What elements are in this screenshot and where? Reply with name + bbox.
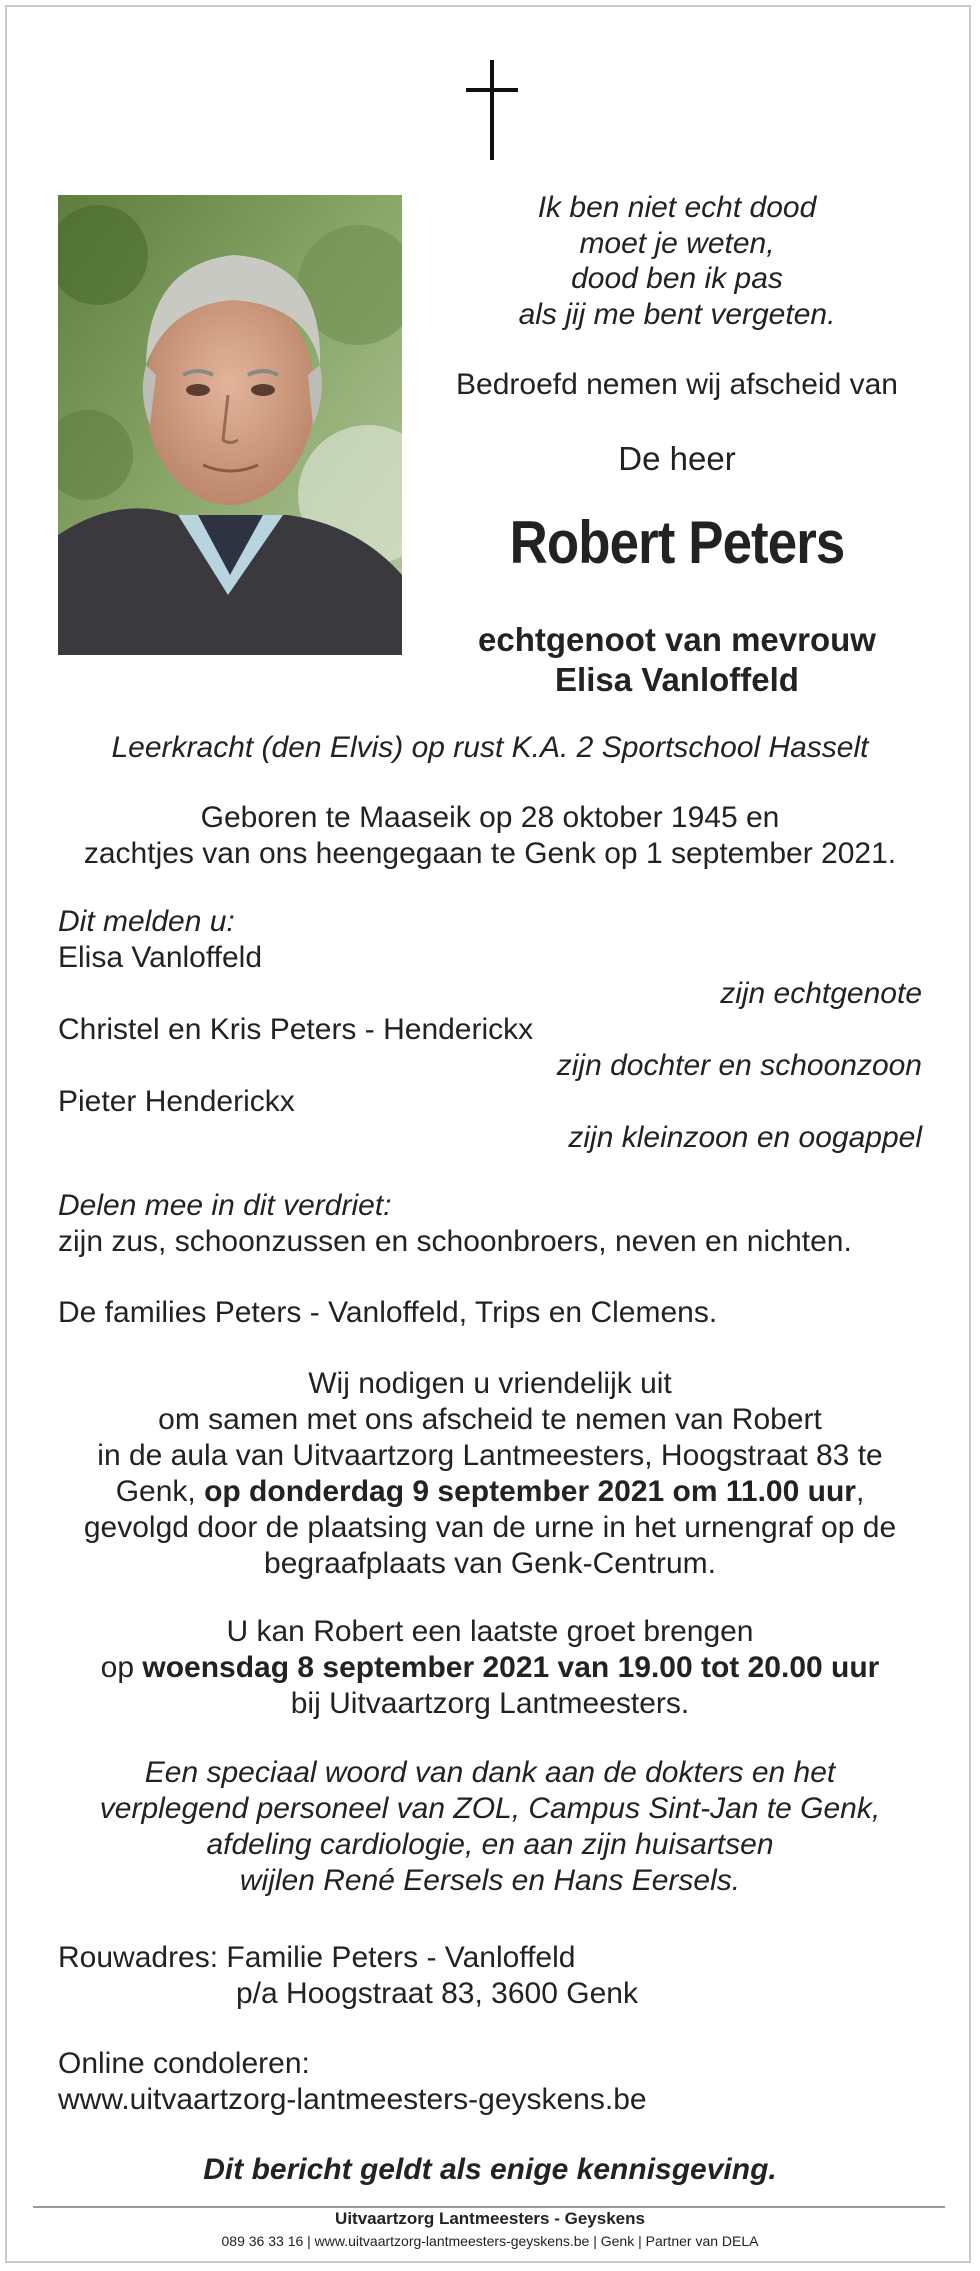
ceremony-section	[40, 1366, 940, 1582]
thanks-line: afdeling cardiologie, en aan zijn huisartsen	[206, 1828, 774, 1861]
footer-details: 089 36 33 16 | www.uitvaartzorg-lantmeesters-geyskens.be | Genk | Partner van DELA	[221, 2233, 759, 2249]
ceremony-date-line: Genk, op donderdag 9 september 2021 om 11.00 uur,	[115, 1475, 865, 1508]
poem-line: Ik ben niet echt dood	[537, 191, 817, 224]
ceremony-line: Wij nodigen u vriendelijk uit	[308, 1367, 672, 1400]
cross-icon	[466, 60, 518, 160]
death-line: zachtjes van ons heengegaan te Genk op 1 september 2021.	[83, 837, 897, 870]
ceremony-line: in de aula van Uitvaartzorg Lantmeesters, Hoogstraat 83 te	[97, 1439, 883, 1472]
spouse-name: Elisa Vanloffeld	[555, 661, 799, 698]
thanks-section	[40, 1755, 940, 1899]
footer-company: Uitvaartzorg Lantmeesters - Geyskens	[335, 2209, 645, 2228]
visit-date: woensdag 8 september 2021 van 19.00 tot 20.00 uur	[142, 1651, 880, 1684]
family-member-relation: zijn echtgenote	[720, 977, 922, 1010]
birth-death-info	[40, 800, 940, 872]
family-member-name: Elisa Vanloffeld	[58, 941, 263, 974]
occupation: Leerkracht (den Elvis) op rust K.A. 2 Sportschool Hasselt	[111, 731, 869, 764]
share-heading: Delen mee in dit verdriet:	[58, 1189, 392, 1222]
poem-line: moet je weten,	[579, 226, 775, 260]
address-line: Rouwadres: Familie Peters - Vanloffeld	[58, 1941, 576, 1974]
intro-text: Bedroefd nemen wij afscheid van	[456, 368, 898, 401]
address-line: p/a Hoogstraat 83, 3600 Genk	[236, 1977, 638, 2010]
poem-line: dood ben ik pas	[571, 262, 783, 295]
share-text: zijn zus, schoonzussen en schoonbroers, neven en nichten.	[58, 1225, 852, 1258]
birth-line: Geboren te Maaseik op 28 oktober 1945 en	[200, 801, 780, 834]
visit-date-line: op woensdag 8 september 2021 van 19.00 tot 20.00 uur	[100, 1651, 880, 1684]
thanks-line: Een speciaal woord van dank aan de dokters en het	[144, 1756, 836, 1789]
share-section	[58, 1188, 922, 1260]
poem	[418, 190, 936, 332]
ceremony-date: op donderdag 9 september 2021 om 11.00 uur	[204, 1475, 856, 1508]
footer-divider	[33, 2206, 945, 2208]
poem-line: als jij me bent vergeten.	[518, 297, 836, 331]
family-member-relation: zijn kleinzoon en oogappel	[568, 1121, 922, 1154]
spouse-line: echtgenoot van mevrouw	[478, 621, 876, 658]
online-url[interactable]: www.uitvaartzorg-lantmeesters-geyskens.be	[58, 2083, 647, 2116]
deceased-name: Robert Peters	[509, 509, 845, 576]
visit-line: U kan Robert een laatste groet brengen	[226, 1615, 754, 1648]
family-member-name: Pieter Henderickx	[58, 1085, 295, 1118]
ceremony-line: begraafplaats van Genk-Centrum.	[264, 1547, 716, 1580]
ceremony-line: om samen met ons afscheid te nemen van Robert	[158, 1403, 822, 1436]
family-member-name: Christel en Kris Peters - Henderickx	[58, 1013, 534, 1046]
online-section	[58, 2046, 922, 2118]
ceremony-line: gevolgd door de plaatsing van de urne in het urnengraf op de	[83, 1511, 897, 1544]
visit-section	[40, 1614, 940, 1722]
visit-line: bij Uitvaartzorg Lantmeesters.	[290, 1687, 690, 1720]
families-text: De families Peters - Vanloffeld, Trips en Clemens.	[58, 1296, 718, 1329]
thanks-line: verplegend personeel van ZOL, Campus Sint-Jan te Genk,	[99, 1792, 881, 1825]
thanks-line: wijlen René Eersels en Hans Eersels.	[239, 1864, 741, 1897]
online-label: Online condoleren:	[58, 2047, 310, 2080]
announce-section	[58, 904, 922, 1156]
family-member-relation: zijn dochter en schoonzoon	[556, 1049, 922, 1082]
announce-heading: Dit melden u:	[58, 905, 235, 938]
portrait-photo	[58, 195, 402, 655]
address-section	[58, 1940, 922, 2012]
notice-text: Dit bericht geldt als enige kennisgeving.	[203, 2153, 777, 2186]
honorific: De heer	[618, 440, 736, 477]
spouse-info	[418, 620, 936, 700]
